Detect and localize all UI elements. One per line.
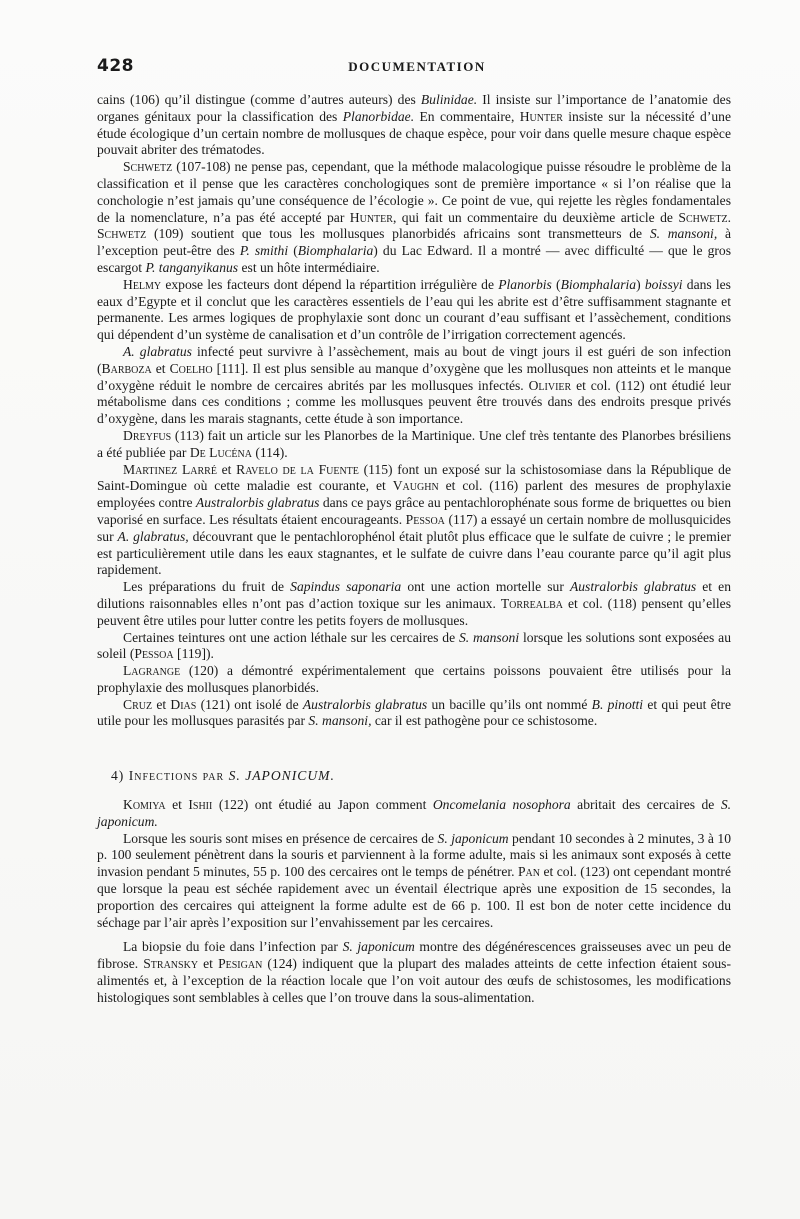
paragraph	[97, 579, 731, 629]
text-run: et en dilutions raisonnables elles n’ont pas d’action toxique sur les animaux.	[97, 579, 731, 611]
text-run: et	[198, 956, 219, 972]
author-name: Vaughn	[392, 478, 439, 494]
italic-text: S. mansoni	[458, 629, 520, 645]
text-run: car il est pathogène pour ce schistosome.	[371, 713, 598, 729]
author-name: Hunter	[349, 209, 393, 225]
section-species: S. JAPONICUM.	[228, 768, 335, 784]
text-run: (107-108) ne pense pas, cependant, que la méthode malacologique puisse résoudre le problème de la classification et il pense que les caractères conchologiques sont de première importance « si l’on réalise que la conchologie n’est jamais qu’une conséquence de l’écologie ». Ce point de vue, qui rejette les règles fondamentales de la nomenclature, n’a pas été accepté par	[97, 159, 731, 225]
paragraph	[97, 831, 731, 932]
text-run: )	[636, 276, 645, 292]
italic-text: Biomphalaria	[297, 243, 374, 259]
paragraph-group-japonicum	[97, 797, 731, 1007]
italic-text: P. tanganyikanus	[145, 259, 239, 275]
italic-text: Planorbis	[498, 276, 552, 292]
author-name: Martinez Larré	[123, 461, 217, 477]
text-run: infecté peut survivre à l’assèchement, mais au bout de vingt jours il est guéri de son infection (	[97, 343, 732, 376]
text-run: (109) soutient que tous les mollusques planorbidés africains sont transmetteurs de	[146, 226, 650, 242]
text-run: (115) font un exposé sur la schistosomiase dans la République de Saint-Domingue où cette maladie est courante, et	[97, 461, 731, 494]
text-run: La biopsie du foie dans l’infection par	[123, 939, 343, 955]
author-name: Lagrange	[123, 663, 181, 679]
paragraph	[97, 277, 731, 344]
text-run: (	[288, 243, 298, 259]
section-label: Infections par	[128, 768, 225, 784]
text-run: (114).	[251, 444, 288, 460]
italic-text: S. japonicum	[437, 830, 509, 846]
text-run: En commentaire,	[414, 108, 520, 124]
author-name: Schwetz	[97, 226, 147, 242]
italic-text: Oncomelania nosophora	[432, 797, 571, 813]
paragraph	[97, 344, 731, 428]
text-run: et col. (116) parlent des mesures de prophylaxie employées contre	[97, 478, 732, 511]
paragraph	[97, 697, 731, 731]
text-run: dans ce pays grâce au pentachlorophénate sous forme de briquettes ou bien vaporisé en surface. Les résultats étaient encourageants.	[97, 495, 731, 527]
text-run: un bacille qu’ils ont nommé	[427, 696, 592, 712]
paragraph	[97, 428, 731, 462]
author-name: Schwetz	[678, 209, 728, 225]
author-name: Cruz	[123, 696, 153, 712]
text-run: (113) fait un article sur les Planorbes de la Martinique. Une clef très tentante des Planorbes brésiliens a été publiée par	[97, 427, 731, 460]
text-run: lorsque les solutions sont exposées au soleil (	[97, 629, 731, 662]
author-name: Coelho	[169, 360, 213, 376]
text-run: ont une action mortelle sur	[401, 579, 570, 595]
text-run: (122) ont étudié au Japon comment	[212, 797, 433, 813]
text-run: (	[551, 276, 561, 292]
text-run: abritait des cercaires de	[570, 797, 721, 813]
paragraph	[97, 92, 731, 159]
author-name: Ravelo de la Fuente	[236, 461, 359, 477]
text-run: (121) ont isolé de	[196, 696, 303, 712]
author-name: Komiya	[123, 797, 166, 813]
italic-text: Australorbis glabratus	[195, 495, 320, 511]
author-name: Barboza	[101, 360, 152, 376]
text-run: insiste sur la nécessité d’une étude écologique d’un certain nombre de mollusques de chaque espèce, pour voir dans quelle mesure chaque espèce pouvait abriter des trématodes.	[97, 108, 732, 158]
text-run: et	[151, 360, 170, 376]
paragraph-group-planorbes	[97, 92, 731, 730]
text-run: pendant 10 secondes à 2 minutes, 3 à 10 p. 100 seulement pénètrent dans la souris et parviennent à la forme adulte, mais si les animaux sont exposés à cette invasion pendant 5 minutes, 55 p. 100 des cercaires ont le temps de pénétrer.	[97, 830, 731, 880]
text-run: découvrant que le pentachlorophénol était plutôt plus efficace que le sulfate de cuivre ; le premier est particulièrement utile dans les eaux stagnantes, et le sulfate de cuivre dans l’eau courante parce qu’il agit plus rapidement.	[97, 528, 731, 578]
text-run: Il insiste sur l’importance de l’anatomie des organes génitaux pour la classification des	[97, 92, 731, 124]
italic-text: A. glabratus	[123, 343, 192, 359]
text-run: cains (106) qu’il distingue (comme d’autres auteurs) des	[97, 92, 421, 107]
italic-text: Australorbis glabratus	[569, 579, 697, 595]
text-run: et	[165, 797, 189, 813]
italic-text: Biomphalaria	[560, 276, 637, 292]
text-run: .	[727, 209, 732, 225]
paragraph	[97, 663, 731, 697]
paragraph	[97, 159, 731, 277]
paragraph	[97, 630, 731, 664]
author-name: Ishii	[188, 797, 213, 813]
text-run: ) du Lac Edward. Il a montré — avec difficulté — que le gros escargot	[97, 243, 731, 275]
section-heading	[111, 768, 731, 785]
text-run: Lorsque les souris sont mises en présence de cercaires de	[123, 830, 438, 846]
author-name: Dreyfus	[123, 427, 172, 443]
text-run: [111]. Il est plus sensible au manque d’oxygène que les mollusques non atteints et le manque d’oxygène réduit le nombre de cercaires abrités par les mollusques infectés.	[97, 360, 732, 393]
author-name: Pesigan	[218, 956, 263, 972]
paragraph	[97, 462, 731, 580]
italic-text: S. japonicum	[342, 939, 415, 955]
italic-text: Australorbis glabratus	[302, 696, 428, 712]
text-run: (120) a démontré expérimentalement que certains poissons pouvaient être utilisés pour la prophylaxie des mollusques planorbidés.	[97, 663, 731, 695]
text-run: , qui fait un commentaire du deuxième article de	[392, 209, 679, 225]
text-run: et col. (118) pensent qu’elles peuvent être utiles pour lutter contre les petits foyers de mollusques.	[97, 595, 731, 628]
italic-text: P. smithi	[239, 243, 289, 259]
text-run: et qui peut être utile pour les mollusques parasités par	[97, 696, 732, 729]
section-number: 4)	[111, 768, 125, 784]
author-name: Pan	[518, 864, 541, 880]
text-run: expose les facteurs dont dépend la répartition irrégulière de	[161, 276, 499, 292]
article-body	[97, 92, 731, 1007]
author-name: Schwetz	[123, 159, 173, 175]
text-run: à l’exception peut-être des	[97, 226, 731, 259]
paragraph	[97, 939, 731, 1006]
text-run: (124) indiquent que la plupart des malades atteints de cette infection étaient sous-alimentés et, à l’exception de la réaction locale que l’on voit autour des œufs de schistosomes, les modifications histologiques sont semblables à celles que l’on trouve dans la sous-alimentation.	[97, 956, 731, 1005]
author-name: Helmy	[123, 276, 162, 292]
author-name: Hunter	[519, 108, 563, 124]
text-run: est un hôte intermédiaire.	[238, 259, 380, 275]
text-run: et	[216, 461, 237, 477]
page-header	[97, 56, 737, 80]
paragraph	[97, 797, 731, 831]
text-run: montre des dégénérescences graisseuses avec un peu de fibrose.	[97, 939, 732, 972]
italic-text: Bulinidae.	[420, 92, 478, 107]
text-run: dans les eaux d’Egypte et il conclut que les caractères essentiels de l’eau qui les abrite est d’être suffisamment stagnante et permanente. Les armes logiques de prophylaxie sont donc un courant d’eau suffisant et l’assèchement, conditions qui dépendent d’un système de canalisation et d’un contrôle de l’irrigation correctement agencés.	[97, 276, 731, 343]
running-title: DOCUMENTATION	[348, 59, 486, 74]
italic-text: S. mansoni,	[649, 226, 718, 242]
text-run: et col. (112) ont étudié leur métabolisme dans ces conditions ; comme les mollusques peuvent être trouvés dans des endroits presque privés d’oxygène, dans les marais stagnants, cette étude à son importance.	[97, 377, 731, 427]
text-run: [119]).	[173, 646, 214, 662]
author-name: Stransky	[143, 956, 199, 972]
page-number: 428	[97, 56, 134, 76]
author-name: De Lucéna	[189, 444, 252, 460]
author-name: Torrealba	[500, 595, 564, 611]
text-run: et	[152, 696, 171, 712]
italic-text: S. japonicum.	[97, 797, 732, 829]
author-name: Olivier	[528, 377, 572, 393]
italic-text: Planorbidae.	[342, 108, 415, 124]
text-run: et col. (123) ont cependant montré que lorsque la peau est séchée rapidement avec un éventail électrique après une exposition de 15 secondes, la proportion des cercaires qui atteignent la forme adulte est de 66 p. 100. Il est bon de noter cette incidence du séchage par l’air après l’exposition sur l’envahissement par les cercaires.	[97, 864, 731, 930]
text-run: Les préparations du fruit de	[123, 579, 291, 595]
author-name: Dias	[170, 696, 197, 712]
italic-text: S. mansoni,	[308, 713, 372, 729]
italic-text: Sapindus saponaria	[290, 579, 402, 595]
italic-text: boissyi	[644, 276, 683, 292]
author-name: Pessoa	[134, 646, 174, 662]
text-run: (117) a essayé un certain nombre de mollusquicides sur	[97, 511, 731, 544]
text-run: Certaines teintures ont une action léthale sur les cercaires de	[123, 629, 459, 645]
author-name: Pessoa	[405, 511, 445, 527]
italic-text: B. pinotti	[591, 696, 644, 712]
italic-text: A. glabratus,	[117, 528, 189, 544]
